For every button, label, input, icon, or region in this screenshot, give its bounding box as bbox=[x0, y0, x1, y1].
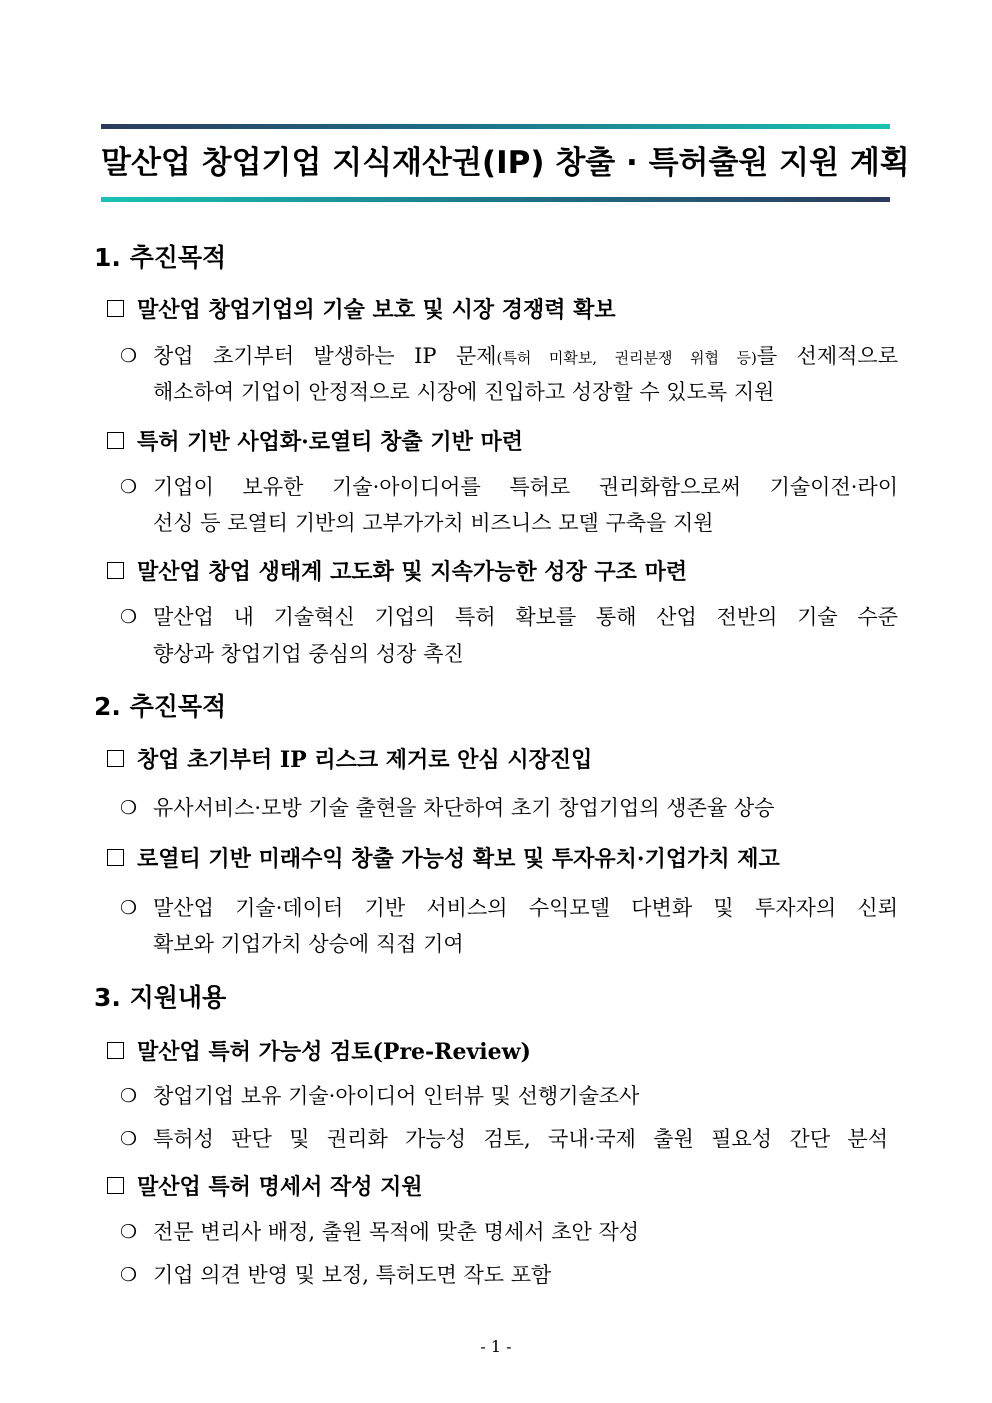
sub-heading-text: 말산업 특허 명세서 작성 지원 bbox=[137, 1174, 423, 1200]
bullet-text-line1: 창업 초기부터 발생하는 IP 문제(특허 미확보, 권리분쟁 위협 등)를 선제적으로 bbox=[153, 344, 898, 368]
sub-heading-2-2 bbox=[107, 844, 780, 874]
checkbox-square-icon bbox=[107, 562, 127, 582]
bullet-text-line2: 향상과 창업기업 중심의 성장 촉진 bbox=[153, 642, 464, 666]
bullet-text-line1: 기업 의견 반영 및 보정, 특허도면 작도 포함 bbox=[153, 1263, 552, 1287]
bullet-text-line2: 선싱 등 로열티 기반의 고부가가치 비즈니스 모델 구축을 지원 bbox=[153, 511, 714, 535]
document-title: 말산업 창업기업 지식재산권(IP) 창출 · 특허출원 지원 계획 bbox=[101, 145, 910, 181]
sub-heading-3-2 bbox=[107, 1172, 423, 1202]
bullet-text-line1: 기업이 보유한 기술·아이디어를 특허로 권리화함으로써 기술이전·라이 bbox=[153, 475, 898, 499]
sub-heading-text: 특허 기반 사업화·로열티 창출 기반 마련 bbox=[137, 429, 523, 455]
sub-heading-1-1 bbox=[107, 295, 616, 325]
checkbox-square-icon bbox=[107, 849, 127, 869]
sub-heading-text: 로열티 기반 미래수익 창출 가능성 확보 및 투자유치·기업가치 제고 bbox=[137, 846, 780, 872]
sub-heading-2-1 bbox=[107, 745, 592, 775]
checkbox-square-icon bbox=[107, 1042, 127, 1062]
checkbox-square-icon bbox=[107, 750, 127, 770]
bullet-text-line2: 해소하여 기업이 안정적으로 시장에 진입하고 성장할 수 있도록 지원 bbox=[153, 380, 775, 404]
bullet-text-line1: 특허성 판단 및 권리화 가능성 검토, 국내·국제 출원 필요성 간단 분석 bbox=[153, 1127, 888, 1151]
section-heading-1: 1. 추진목적 bbox=[94, 243, 227, 272]
sub-heading-1-3 bbox=[107, 557, 687, 587]
circle-bullet-icon: ❍ bbox=[120, 1264, 138, 1286]
bullet-text-line1: 말산업 내 기술혁신 기업의 특허 확보를 통해 산업 전반의 기술 수준 bbox=[153, 605, 898, 629]
section-heading-2: 2. 추진목적 bbox=[94, 692, 227, 721]
sub-heading-text: 말산업 창업 생태계 고도화 및 지속가능한 성장 구조 마련 bbox=[137, 559, 688, 585]
sub-heading-text: 말산업 창업기업의 기술 보호 및 시장 경쟁력 확보 bbox=[137, 297, 616, 323]
bullet-text-line1: 전문 변리사 배정, 출원 목적에 맞춘 명세서 초안 작성 bbox=[153, 1220, 640, 1244]
bullet-text-line1: 유사서비스·모방 기술 출현을 차단하여 초기 창업기업의 생존율 상승 bbox=[153, 796, 775, 820]
sub-heading-3-1 bbox=[107, 1037, 531, 1067]
checkbox-square-icon bbox=[107, 432, 127, 452]
circle-bullet-icon: ❍ bbox=[120, 1085, 138, 1107]
circle-bullet-icon: ❍ bbox=[120, 897, 138, 919]
circle-bullet-icon: ❍ bbox=[120, 606, 138, 628]
bullet-text-line1: 창업기업 보유 기술·아이디어 인터뷰 및 선행기술조사 bbox=[153, 1084, 640, 1108]
circle-bullet-icon: ❍ bbox=[120, 476, 138, 498]
title-top-rule bbox=[101, 124, 890, 129]
bullet-text-line2: 확보와 기업가치 상승에 직접 기여 bbox=[153, 932, 464, 956]
title-bottom-rule bbox=[101, 197, 890, 202]
sub-heading-1-2 bbox=[107, 427, 523, 457]
bullet-text-line1: 말산업 기술·데이터 기반 서비스의 수익모델 다변화 및 투자자의 신뢰 bbox=[153, 896, 898, 920]
checkbox-square-icon bbox=[107, 1177, 127, 1197]
circle-bullet-icon: ❍ bbox=[120, 797, 138, 819]
checkbox-square-icon bbox=[107, 300, 127, 320]
circle-bullet-icon: ❍ bbox=[120, 1128, 138, 1150]
sub-heading-text: 말산업 특허 가능성 검토(Pre-Review) bbox=[137, 1039, 531, 1065]
circle-bullet-icon: ❍ bbox=[120, 345, 138, 367]
circle-bullet-icon: ❍ bbox=[120, 1221, 138, 1243]
sub-heading-text: 창업 초기부터 IP 리스크 제거로 안심 시장진입 bbox=[137, 747, 593, 773]
section-heading-3: 3. 지원내용 bbox=[94, 983, 227, 1012]
page-number: - 1 - bbox=[480, 1337, 512, 1356]
